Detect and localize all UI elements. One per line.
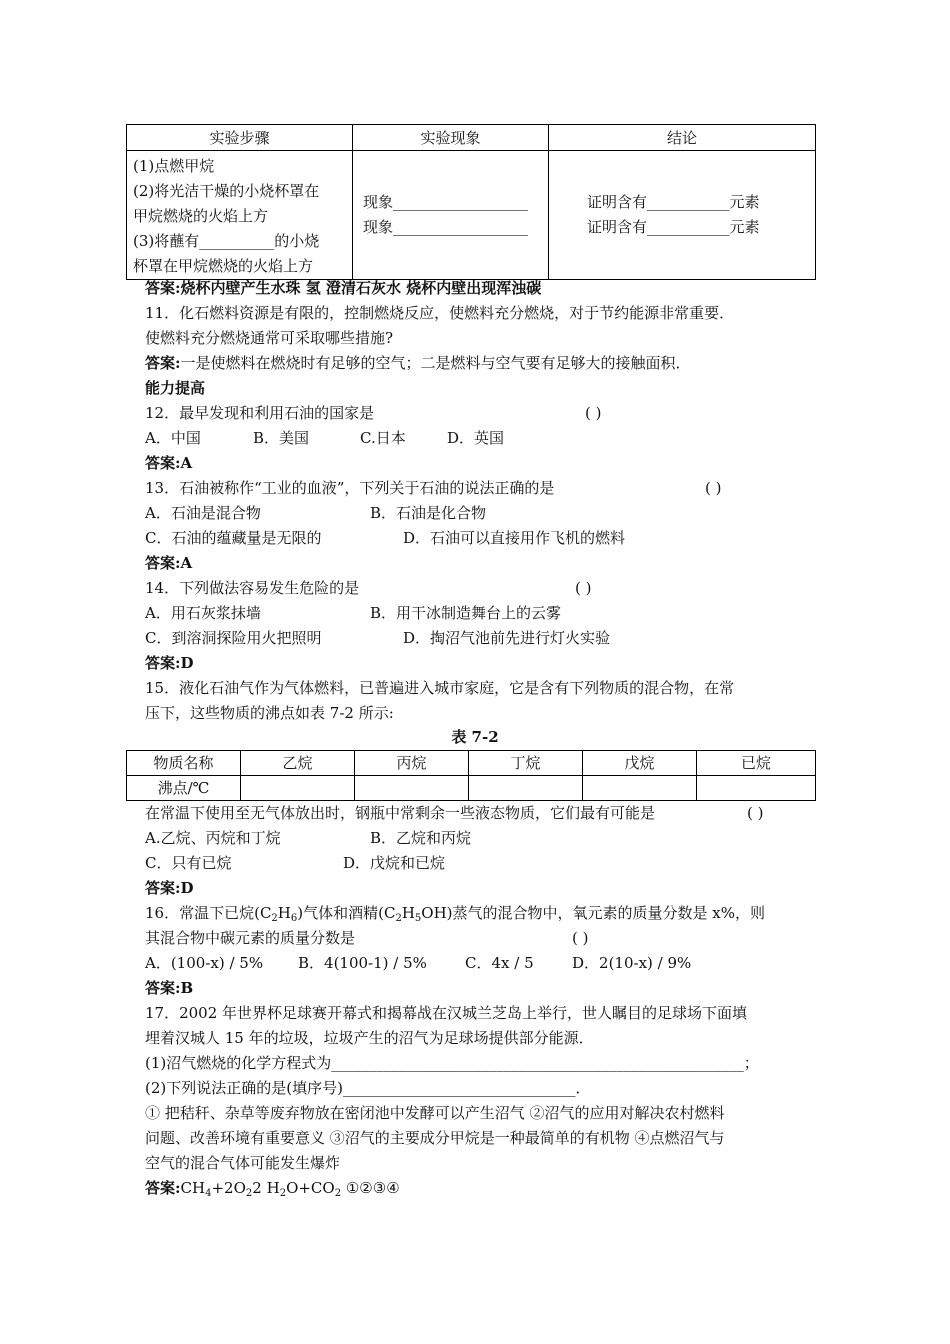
- option-b: B．乙烷和丙烷: [370, 829, 472, 847]
- answer-label: 答案:: [145, 879, 181, 897]
- option-c: C.日本: [360, 429, 406, 447]
- text-run: )气体和酒精(C: [297, 904, 396, 922]
- step-line: 杯罩在甲烷燃烧的火焰上方: [133, 257, 314, 275]
- conclusion-line: 证明含有___________元素: [587, 193, 760, 211]
- option-a: A．中国: [145, 429, 201, 447]
- subscript: 4: [205, 1188, 212, 1199]
- table-header: 乙烷: [241, 751, 355, 776]
- step-line: (3)将蘸有__________的小烧: [133, 232, 320, 250]
- question-text: 埋着汉城人 15 年的垃圾，垃圾产生的沼气为足球场提供部分能源．: [145, 1029, 594, 1047]
- table-caption: 表 7-2: [451, 728, 499, 746]
- table-row-label: 沸点/℃: [127, 776, 241, 801]
- step-line: (2)将光洁干燥的小烧杯罩在: [133, 182, 320, 200]
- table-header-phenomena: 实验现象: [353, 125, 549, 151]
- answer-paren: ( ): [585, 404, 602, 422]
- step-line: (1)点燃甲烷: [133, 157, 215, 175]
- option-d: D．英国: [447, 429, 505, 447]
- option-d: D．戊烷和已烷: [343, 854, 446, 872]
- table-header-steps: 实验步骤: [127, 125, 353, 151]
- question-text: 11．化石燃料资源是有限的，控制燃烧反应，使燃料充分燃烧，对于节约能源非常重要．: [145, 304, 735, 322]
- answer-line: [145, 878, 194, 898]
- table-header-conclusion: 结论: [549, 125, 816, 151]
- option-d: D．2(10-x) / 9%: [572, 954, 692, 972]
- phenomenon-line: 现象__________________: [363, 193, 529, 211]
- experiment-table: [126, 124, 816, 280]
- answer-text: A: [180, 554, 193, 572]
- table-header: 戊烷: [583, 751, 697, 776]
- answer-line: [145, 278, 541, 298]
- question-text: 15．液化石油气作为气体燃料，已普遍进入城市家庭，它是含有下列物质的混合物，在常: [145, 679, 735, 697]
- table-header: 已烷: [697, 751, 816, 776]
- text-run: 2 H: [252, 1179, 280, 1197]
- text-run: O+CO: [286, 1179, 335, 1197]
- answer-line: [145, 553, 192, 573]
- table-cell: [241, 776, 355, 801]
- option-b: B．用干冰制造舞台上的云雾: [370, 604, 562, 622]
- answer-text: A: [180, 454, 193, 472]
- text-run: CH: [180, 1179, 206, 1197]
- subscript: 6: [290, 913, 298, 924]
- conclusion-cell: [549, 151, 816, 280]
- table-cell: [583, 776, 697, 801]
- question-text: [145, 903, 765, 929]
- question-text: 空气的混合气体可能发生爆炸: [145, 1154, 341, 1172]
- subscript: 2: [395, 913, 402, 924]
- option-a: A．(100-x) / 5%: [145, 954, 264, 972]
- text-run: +2O: [211, 1179, 246, 1197]
- table-cell: [697, 776, 816, 801]
- subscript: 2: [334, 1188, 342, 1199]
- answer-label: 答案:: [145, 979, 181, 997]
- question-stem: 在常温下使用至无气体放出时，钢瓶中常剩余一些液态物质，它们最有可能是: [145, 804, 656, 822]
- question-stem: 12．最早发现和利用石油的国家是: [145, 404, 375, 422]
- steps-cell: [127, 151, 353, 280]
- section-heading: 能力提高: [145, 379, 206, 397]
- question-text: 其混合物中碳元素的质量分数是: [145, 929, 356, 947]
- step-line: 甲烷燃烧的火焰上方: [133, 207, 269, 225]
- option-d: D．掏沼气池前先进行灯火实验: [403, 629, 611, 647]
- option-a: A.乙烷、丙烷和丁烷: [145, 829, 281, 847]
- question-stem: 14．下列做法容易发生危险的是: [145, 579, 360, 597]
- subscript: 2: [271, 913, 278, 924]
- answer-paren: ( ): [575, 579, 592, 597]
- answer-text: B: [180, 979, 194, 997]
- answer-line: [145, 1178, 400, 1204]
- option-c: C．石油的蕴藏量是无限的: [145, 529, 322, 547]
- table-cell: [355, 776, 469, 801]
- conclusion-line: 证明含有___________元素: [587, 218, 760, 236]
- text-run: OH)蒸气的混合物中，氧元素的质量分数是 x%，则: [421, 904, 766, 922]
- question-text: 压下，这些物质的沸点如表 7-2 所示:: [145, 704, 394, 722]
- table-header: 丙烷: [355, 751, 469, 776]
- text-run: H: [401, 904, 415, 922]
- phenomenon-line: 现象__________________: [363, 218, 529, 236]
- table-header: 物质名称: [127, 751, 241, 776]
- answer-label: 答案:: [145, 654, 181, 672]
- question-text: 问题、改善环境有重要意义 ③沼气的主要成分甲烷是一种最简单的有机物 ④点燃沼气与: [145, 1129, 725, 1147]
- answer-label: 答案:: [145, 554, 181, 572]
- question-text: 17．2002 年世界杯足球赛开幕式和揭幕战在汉城兰芝岛上举行，世人瞩目的足球场下面填: [145, 1004, 748, 1022]
- answer-text: D: [180, 654, 194, 672]
- answer-label: 答案:: [145, 279, 181, 297]
- answer-line: [145, 353, 691, 373]
- answer-text: 烧杯内壁产生水珠 氢 澄清石灰水 烧杯内壁出现浑浊碳: [180, 279, 542, 297]
- subscript: 5: [414, 913, 422, 924]
- subscript: 2: [279, 1188, 287, 1199]
- boiling-point-table: [126, 750, 816, 801]
- table-cell: [469, 776, 583, 801]
- subscript: 2: [245, 1188, 253, 1199]
- option-c: C．只有已烷: [145, 854, 232, 872]
- text-run: ①②③④: [341, 1179, 400, 1197]
- phenomena-cell: [353, 151, 549, 280]
- option-d: D．石油可以直接用作飞机的燃料: [403, 529, 626, 547]
- answer-line: [145, 978, 193, 998]
- answer-paren: ( ): [572, 929, 589, 947]
- answer-line: [145, 453, 192, 473]
- option-b: B．美国: [253, 429, 310, 447]
- option-b: B．石油是化合物: [370, 504, 487, 522]
- answer-line: [145, 653, 194, 673]
- option-a: A．用石灰浆抹墙: [145, 604, 261, 622]
- option-c: C．到溶洞探险用火把照明: [145, 629, 322, 647]
- answer-label: 答案:: [145, 1179, 181, 1197]
- answer-label: 答案:: [145, 354, 181, 372]
- answer-label: 答案:: [145, 454, 181, 472]
- answer-paren: ( ): [747, 804, 764, 822]
- answer-paren: ( ): [705, 479, 722, 497]
- question-text: (1)沼气燃烧的化学方程式为_______________________________________________________；: [145, 1054, 759, 1072]
- question-text: 使燃料充分燃烧通常可采取哪些措施?: [145, 329, 394, 347]
- option-c: C．4x / 5: [465, 954, 534, 972]
- answer-text: 一是使燃料在燃烧时有足够的空气；二是燃料与空气要有足够大的接触面积．: [180, 354, 691, 372]
- question-stem: 13．石油被称作“工业的血液”，下列关于石油的说法正确的是: [145, 479, 555, 497]
- text-run: H: [277, 904, 291, 922]
- table-header: 丁烷: [469, 751, 583, 776]
- option-a: A．石油是混合物: [145, 504, 261, 522]
- question-text: (2)下列说法正确的是(填序号)_______________________________．: [145, 1079, 591, 1097]
- text-run: 16．常温下已烷(C: [145, 904, 272, 922]
- question-text: ① 把秸秆、杂草等废弃物放在密闭池中发酵可以产生沼气 ②沼气的应用对解决农村燃料: [145, 1104, 725, 1122]
- option-b: B．4(100-1) / 5%: [298, 954, 427, 972]
- answer-text: D: [180, 879, 194, 897]
